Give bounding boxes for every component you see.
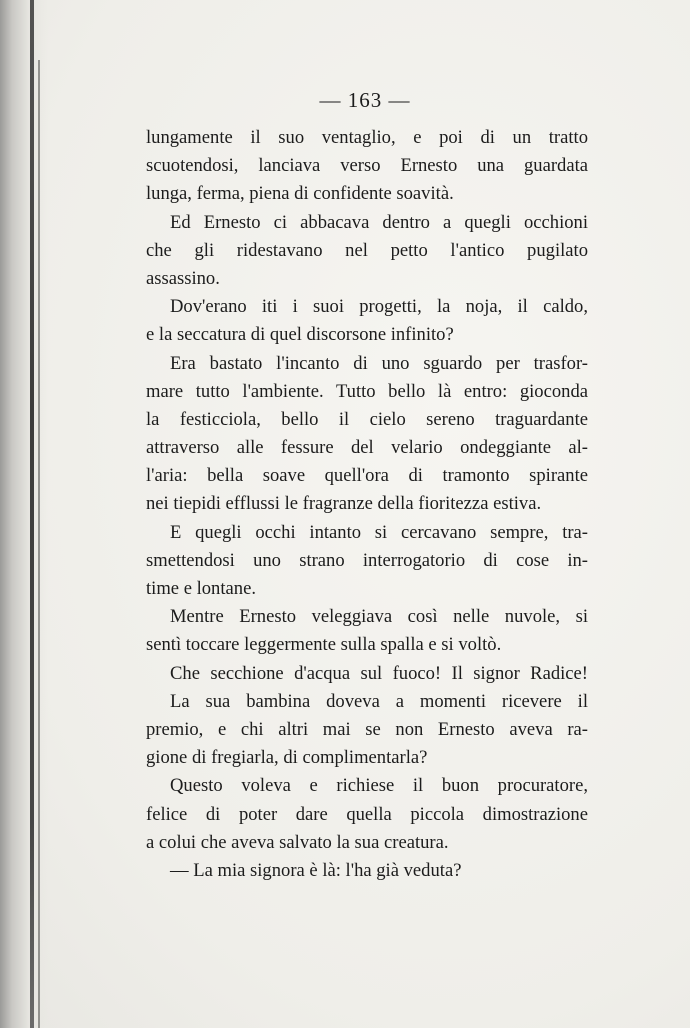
page-body-text [146, 124, 588, 885]
book-spine-inner-edge [38, 60, 40, 1028]
book-spine-edge [30, 0, 34, 1028]
text-line: nei tiepidi efflussi le fragranze della fioritezza estiva. [146, 493, 542, 515]
text-line: time e lontane. [146, 578, 256, 599]
text-line: e la seccatura di quel discorsone infinito? [146, 324, 454, 346]
text-line: Mentre Ernesto veleggiava così nelle nuvole, si [170, 606, 588, 628]
text-line: premio, e chi altri mai se non Ernesto aveva ra- [146, 718, 588, 740]
page-number: — 163 — [319, 88, 411, 112]
text-line: sentì toccare leggermente sulla spalla e si voltò. [146, 634, 502, 656]
text-line: E quegli occhi intanto si cercavano sempre, tra- [170, 521, 588, 543]
text-line: Che secchione d'acqua sul fuoco! Il signor Radice! [170, 662, 588, 684]
text-line: scuotendosi, lanciava verso Ernesto una guardata [146, 155, 588, 177]
text-line: Questo voleva e richiese il buon procuratore, [170, 775, 588, 797]
text-line: a colui che aveva salvato la sua creatura. [146, 831, 449, 853]
text-line: lunga, ferma, piena di confidente soavità. [146, 183, 454, 205]
text-line: lungamente il suo ventaglio, e poi di un tratto [146, 127, 588, 148]
book-gutter-shadow [0, 0, 48, 1028]
text-line: mare tutto l'ambiente. Tutto bello là entro: gioconda [146, 380, 588, 402]
text-line: che gli ridestavano nel petto l'antico pugilato [146, 239, 588, 261]
text-line: la festicciola, bello il cielo sereno traguardante [146, 408, 588, 430]
text-line: Era bastato l'incanto di uno sguardo per trasfor- [170, 352, 588, 374]
text-line: smettendosi uno strano interrogatorio di cose in- [146, 549, 588, 571]
text-line: attraverso alle fessure del velario ondeggiante al- [146, 437, 588, 459]
text-line: Dov'erano iti i suoi progetti, la noja, il caldo, [170, 296, 588, 318]
text-line: La sua bambina doveva a momenti ricevere il [170, 690, 588, 712]
text-line: felice di poter dare quella piccola dimostrazione [146, 803, 588, 825]
text-line: assassino. [146, 267, 220, 289]
text-line: gione di fregiarla, di complimentarla? [146, 747, 428, 769]
text-line: Ed Ernesto ci abbacava dentro a quegli occhioni [170, 211, 588, 233]
text-line: l'aria: bella soave quell'ora di tramonto spirante [146, 465, 588, 487]
text-line: — La mia signora è là: l'ha già veduta? [170, 859, 462, 881]
